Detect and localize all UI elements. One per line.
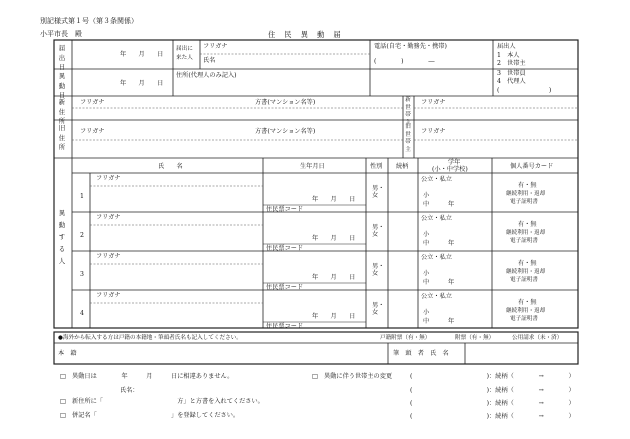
add-building-note[interactable]: □ 新住所に「 方」と方書を入れてください。	[60, 398, 264, 405]
applicant-type-option[interactable]: 2 世帯主	[497, 60, 526, 67]
notification-date-label: 届出日	[58, 44, 66, 71]
applicant-address-label: 住所(代理人のみ記入)	[176, 72, 237, 79]
person-resident-code: 住民票コード	[266, 245, 304, 252]
person-birth-date[interactable]: 年 月 日	[312, 235, 356, 242]
householder-change-row[interactable]: ( )：続柄（ → ）	[410, 387, 575, 394]
person-resident-code: 住民票コード	[266, 284, 304, 291]
person-school-type[interactable]: 公立・私立	[421, 293, 452, 300]
person-resident-code: 住民票コード	[266, 323, 304, 330]
col-relation: 続柄	[396, 163, 409, 170]
person-card-cert: 電子証明書	[510, 316, 538, 322]
person-sex[interactable]: 男・女	[372, 185, 385, 199]
col-sex: 性別	[370, 163, 383, 170]
person-school-grade[interactable]: 年	[448, 318, 455, 325]
col-school-sub: (小・中学校)	[432, 166, 468, 173]
person-card-presence[interactable]: 有・無	[518, 299, 537, 306]
new-householder-furigana[interactable]: フリガナ	[421, 99, 446, 106]
applicant-type-other[interactable]: ( )	[497, 87, 552, 94]
koseki-fuhyo[interactable]: 戸籍附票（有・無）	[380, 335, 431, 341]
notification-date-value[interactable]: 年 月 日	[120, 51, 164, 58]
person-card-presence[interactable]: 有・無	[518, 182, 537, 189]
person-school-elementary[interactable]: 小	[423, 192, 430, 199]
person-furigana[interactable]: フリガナ	[96, 292, 121, 299]
person-sex[interactable]: 男・女	[372, 224, 385, 238]
person-number[interactable]: 1	[80, 193, 84, 200]
old-address-furigana[interactable]: フリガナ	[80, 128, 105, 135]
form-number: 別記様式第１号（第３条関係）	[40, 17, 138, 25]
person-card-continue[interactable]: 継続利用・返却	[506, 269, 546, 275]
person-school-elementary[interactable]: 小	[423, 231, 430, 238]
applicant-label: 届出に来た人	[176, 46, 193, 61]
householder-change-row[interactable]: ( )：続柄（ → ）	[410, 413, 575, 420]
new-address-building: 方書(マンション名等)	[255, 99, 316, 106]
new-address-label: 新住所	[58, 98, 66, 125]
honseki-label: 本 籍	[58, 350, 77, 357]
confirm-name[interactable]: 氏名：	[120, 387, 139, 394]
person-card-continue[interactable]: 継続利用・返却	[506, 308, 546, 314]
col-card: 個人番号カード	[510, 163, 554, 170]
phone-label: 電話(自宅・勤務先・携帯)	[374, 43, 447, 50]
person-furigana[interactable]: フリガナ	[96, 175, 121, 182]
addressee: 小平市長 殿	[40, 30, 82, 38]
col-name: 氏 名	[158, 163, 183, 170]
person-card-presence[interactable]: 有・無	[518, 260, 537, 267]
move-date-value[interactable]: 年 月 日	[120, 80, 164, 87]
applicant-type-option[interactable]: 3 世帯員	[497, 70, 526, 77]
person-furigana[interactable]: フリガナ	[96, 214, 121, 221]
old-address-label: 旧住所	[58, 124, 66, 151]
phone-value[interactable]: ( ) ―	[374, 58, 435, 65]
register-alias[interactable]: □ 併記名「 」を登録してください。	[60, 412, 240, 419]
applicant-name[interactable]: 氏名	[203, 57, 216, 64]
applicant-furigana[interactable]: フリガナ	[203, 43, 228, 50]
person-school-junior[interactable]: 中	[423, 279, 430, 286]
applicant-type-option[interactable]: 1 本人	[497, 52, 520, 59]
head-name-label: 筆 頭 者 氏 名	[393, 350, 449, 357]
person-resident-code: 住民票コード	[266, 206, 304, 213]
form-title: 住 民 異 動 届	[268, 30, 342, 39]
person-card-presence[interactable]: 有・無	[518, 221, 537, 228]
person-school-elementary[interactable]: 小	[423, 309, 430, 316]
persons-section-label: 異動する人	[58, 209, 66, 265]
person-card-cert: 電子証明書	[510, 277, 538, 283]
person-sex[interactable]: 男・女	[372, 263, 385, 277]
applicant-type-option[interactable]: 4 代理人	[497, 78, 526, 85]
person-birth-date[interactable]: 年 月 日	[312, 313, 356, 320]
col-school: 学年	[448, 159, 461, 166]
person-school-type[interactable]: 公立・私立	[421, 254, 452, 261]
person-school-junior[interactable]: 中	[423, 318, 430, 325]
old-householder-furigana[interactable]: フリガナ	[421, 128, 446, 135]
person-school-junior[interactable]: 中	[423, 240, 430, 247]
person-furigana[interactable]: フリガナ	[96, 253, 121, 260]
official-request[interactable]: 公用請求（未・済）	[512, 335, 563, 341]
old-address-building: 方書(マンション名等)	[255, 128, 316, 135]
overseas-note: ●海外から転入する方は戸籍の本籍地・筆頭者氏名も記入してください。	[58, 335, 242, 341]
person-school-type[interactable]: 公立・私立	[421, 176, 452, 183]
new-householder-label: 新世帯主	[405, 97, 411, 126]
applicant-type-label: 届出人	[497, 43, 516, 50]
move-date-label: 異動日	[58, 72, 66, 99]
fuhyo[interactable]: 附票（有・無）	[455, 335, 495, 341]
person-school-type[interactable]: 公立・私立	[421, 215, 452, 222]
person-card-cert: 電子証明書	[510, 199, 538, 205]
person-school-grade[interactable]: 年	[448, 279, 455, 286]
old-householder-label: 旧世帯主	[405, 124, 411, 153]
person-card-continue[interactable]: 継続利用・返却	[506, 191, 546, 197]
new-address-furigana[interactable]: フリガナ	[80, 99, 105, 106]
householder-change-row[interactable]: ( )：続柄（ → ）	[410, 373, 575, 380]
person-school-grade[interactable]: 年	[448, 201, 455, 208]
person-number[interactable]: 2	[80, 232, 84, 239]
person-birth-date[interactable]: 年 月 日	[312, 196, 356, 203]
person-card-cert: 電子証明書	[510, 238, 538, 244]
person-card-continue[interactable]: 継続利用・返却	[506, 230, 546, 236]
householder-change[interactable]: □ 異動に伴う世帯主の変更	[312, 373, 393, 380]
householder-change-row[interactable]: ( )：続柄（ → ）	[410, 400, 575, 407]
person-number[interactable]: 3	[80, 271, 84, 278]
person-school-grade[interactable]: 年	[448, 240, 455, 247]
person-number[interactable]: 4	[80, 310, 84, 317]
person-school-junior[interactable]: 中	[423, 201, 430, 208]
person-birth-date[interactable]: 年 月 日	[312, 274, 356, 281]
person-sex[interactable]: 男・女	[372, 302, 385, 316]
person-school-elementary[interactable]: 小	[423, 270, 430, 277]
confirm-move-date[interactable]: □ 異動日は 年 月 日に相違ありません。	[60, 373, 234, 380]
col-birth: 生年月日	[300, 163, 325, 170]
